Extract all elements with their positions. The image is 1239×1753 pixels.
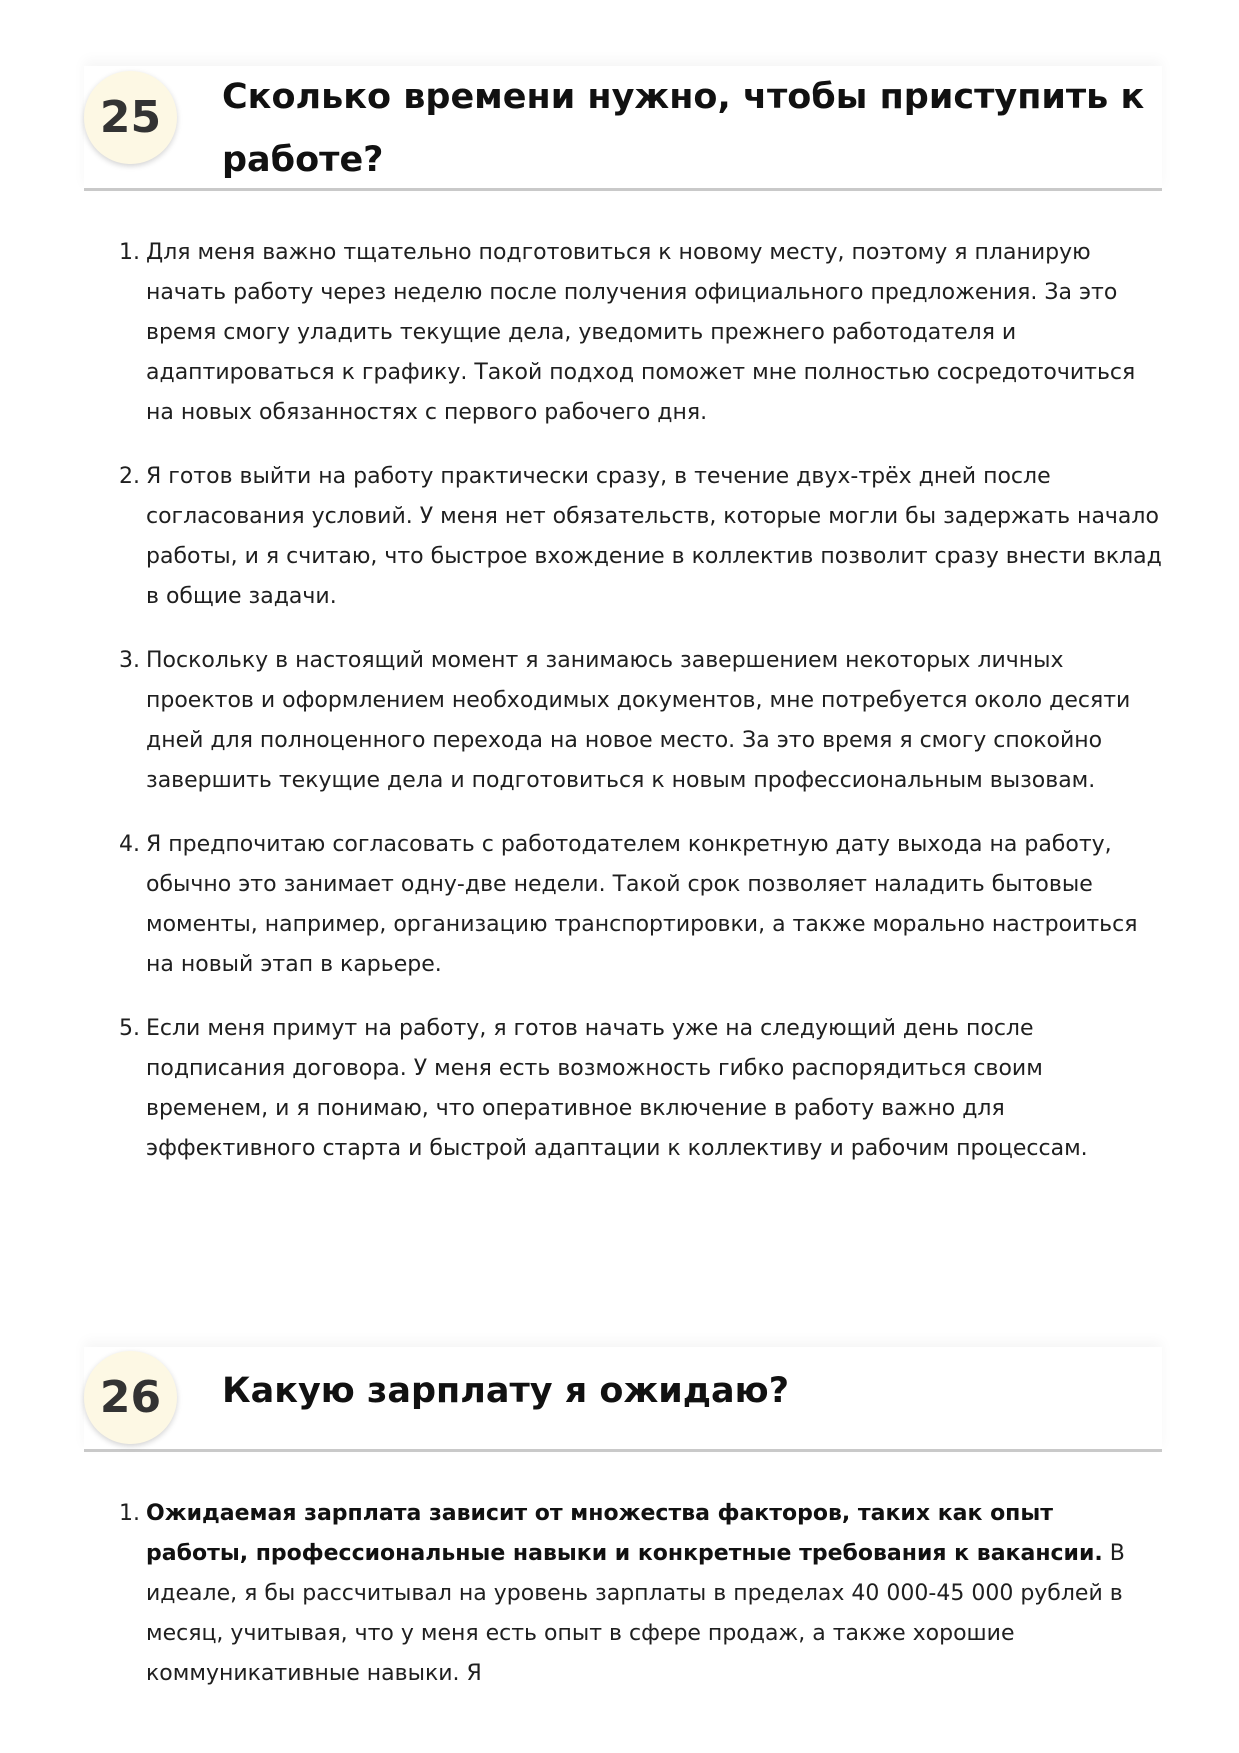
answer-text: Поскольку в настоящий момент я занимаюсь завершением некоторых личных проектов и оформлением необходимых документов, мне потребуется около десяти дней для полноценного перехода на новое место. За это время я смогу спокойно завершить текущие дела и подготовиться к новым профессиональным вызовам.: [146, 648, 1131, 793]
answer-bold-lead: Ожидаемая зарплата зависит от множества факторов, таких как опыт работы, профессиональные навыки и конкретные требования к вакансии.: [146, 1501, 1103, 1566]
answer-text: Я предпочитаю согласовать с работодателем конкретную дату выхода на работу, обычно это занимает одну-две недели. Такой срок позволяет наладить бытовые моменты, например, организацию транспортировки, а также морально настроиться на новый этап в карьере.: [146, 832, 1138, 977]
answer-number: 5.: [119, 1016, 140, 1041]
answer-item: [84, 1494, 1162, 1694]
answer-text: Я готов выйти на работу практически сразу, в течение двух-трёх дней после согласования условий. У меня нет обязательств, которые могли бы задержать начало работы, и я считаю, что быстрое вхождение в коллектив позволит сразу внести вклад в общие задачи.: [146, 464, 1162, 609]
answer-text: В идеале, я бы рассчитывал на уровень зарплаты в пределах 40 000-45 000 рублей в месяц, учитывая, что у меня есть опыт в сфере продаж, а также хорошие коммуникативные навыки. Я: [146, 1541, 1125, 1686]
answer-item: [84, 233, 1162, 433]
question-title: Сколько времени нужно, чтобы приступить к работе?: [222, 77, 1145, 180]
question-header: [84, 1347, 1162, 1452]
answer-number: 2.: [119, 464, 140, 489]
answer-list: [84, 233, 1162, 1169]
answer-item: [84, 825, 1162, 985]
answer-list: [84, 1494, 1162, 1694]
answer-number: 3.: [119, 648, 140, 673]
question-number-badge: 25: [84, 71, 177, 164]
answer-text: Для меня важно тщательно подготовиться к новому месту, поэтому я планирую начать работу через неделю после получения официального предложения. За это время смогу уладить текущие дела, уведомить прежнего работодателя и адаптироваться к графику. Такой подход поможет мне полностью сосредоточиться на новых обязанностях с первого рабочего дня.: [146, 240, 1136, 425]
answer-number: 1.: [119, 240, 140, 265]
answer-item: [84, 457, 1162, 617]
question-number-badge: 26: [84, 1351, 177, 1444]
question-header: [84, 66, 1162, 191]
answer-item: [84, 1009, 1162, 1169]
answer-number: 1.: [119, 1501, 140, 1526]
answer-number: 4.: [119, 832, 140, 857]
question-section-26: [84, 1347, 1162, 1694]
answer-text: Если меня примут на работу, я готов начать уже на следующий день после подписания договора. У меня есть возможность гибко распорядиться своим временем, и я понимаю, что оперативное включение в работу важно для эффективного старта и быстрой адаптации к коллективу и рабочим процессам.: [146, 1016, 1088, 1161]
answer-item: [84, 641, 1162, 801]
question-section-25: [84, 66, 1162, 1193]
question-title: Какую зарплату я ожидаю?: [222, 1371, 790, 1411]
